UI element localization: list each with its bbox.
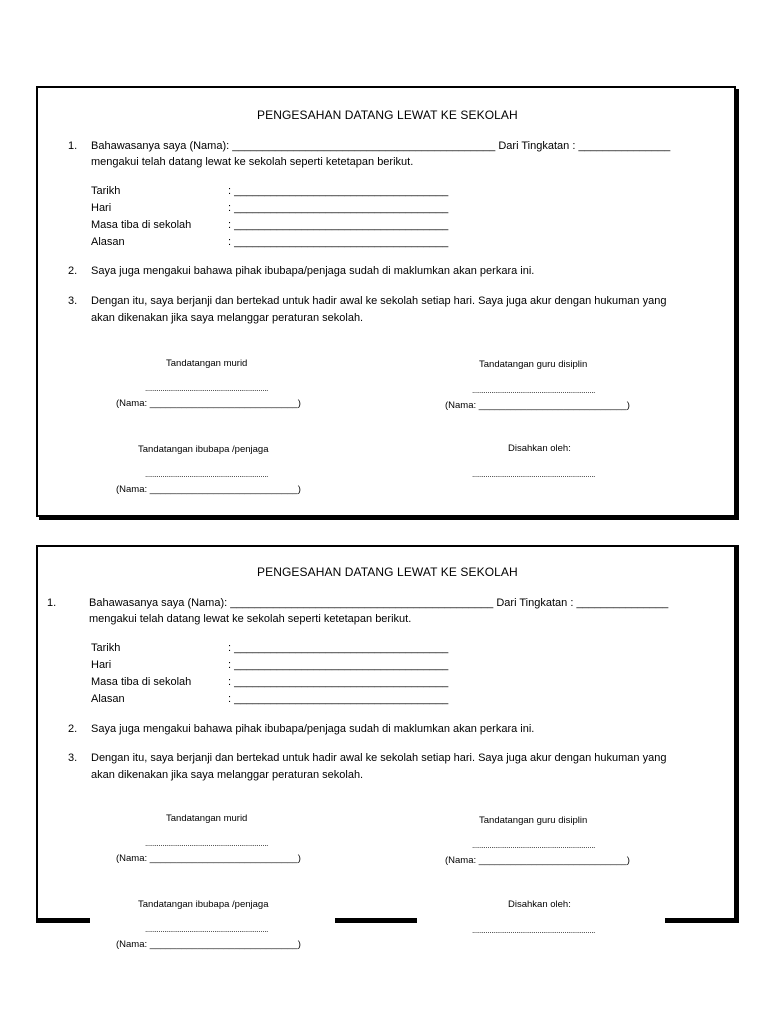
form-border-segment <box>36 918 90 923</box>
field-label-day: Hari <box>91 202 112 214</box>
field-blank-reason: : ___________________________________ <box>228 693 449 705</box>
field-blank-arrival-time: : ___________________________________ <box>228 676 449 688</box>
field-blank-arrival-time: : ___________________________________ <box>228 219 449 231</box>
parent-informed-text: Saya juga mengakui bahawa pihak ibubapa/penjaga sudah di maklumkan akan perkara ini. <box>91 265 535 277</box>
form-border-segment <box>665 918 739 923</box>
name-line-teacher: (Nama: ____________________________) <box>445 400 630 411</box>
name-line-teacher: (Nama: ____________________________) <box>445 855 630 866</box>
field-label-arrival-time: Masa tiba di sekolah <box>91 676 192 688</box>
form-title: PENGESAHAN DATANG LEWAT KE SEKOLAH <box>257 108 518 122</box>
field-label-day: Hari <box>91 659 112 671</box>
field-blank-day: : ___________________________________ <box>228 202 449 214</box>
item-1-number: 1. <box>68 140 78 152</box>
field-label-date: Tarikh <box>91 185 121 197</box>
signature-line-parent: ................................................................ <box>145 925 269 934</box>
promise-text-line-1: Dengan itu, saya berjanji dan bertekad untuk hadir awal ke sekolah setiap hari. Saya juga akur dengan hukuman yang <box>91 295 667 307</box>
promise-text-line-1: Dengan itu, saya berjanji dan bertekad untuk hadir awal ke sekolah setiap hari. Saya juga akur dengan hukuman yang <box>91 752 667 764</box>
signature-label-parent: Tandatangan ibubapa /penjaga <box>138 444 269 455</box>
signature-label-teacher: Tandatangan guru disiplin <box>479 359 588 370</box>
item-2-number: 2. <box>68 723 78 735</box>
acknowledgement-text: mengakui telah datang lewat ke sekolah seperti ketetapan berikut. <box>89 613 412 625</box>
name-line-student: (Nama: ____________________________) <box>116 398 301 409</box>
item-3-number: 3. <box>68 295 78 307</box>
approved-by-label: Disahkan oleh: <box>508 899 571 910</box>
signature-line-approver: ................................................................ <box>472 926 596 935</box>
item-2-number: 2. <box>68 265 78 277</box>
field-blank-date: : ___________________________________ <box>228 185 449 197</box>
signature-label-parent: Tandatangan ibubapa /penjaga <box>138 899 269 910</box>
field-blank-reason: : ___________________________________ <box>228 236 449 248</box>
signature-line-student: ................................................................ <box>145 384 269 393</box>
form-title: PENGESAHAN DATANG LEWAT KE SEKOLAH <box>257 565 518 579</box>
signature-label-student: Tandatangan murid <box>166 358 248 369</box>
signature-line-parent: ................................................................ <box>145 470 269 479</box>
parent-informed-text: Saya juga mengakui bahawa pihak ibubapa/penjaga sudah di maklumkan akan perkara ini. <box>91 723 535 735</box>
acknowledgement-text: mengakui telah datang lewat ke sekolah seperti ketetapan berikut. <box>91 156 414 168</box>
signature-line-teacher: ................................................................ <box>472 386 596 395</box>
promise-text-line-2: akan dikenakan jika saya melanggar peraturan sekolah. <box>91 769 364 781</box>
name-line-parent: (Nama: ____________________________) <box>116 939 301 950</box>
signature-label-student: Tandatangan murid <box>166 813 248 824</box>
item-1-number: 1. <box>47 597 57 609</box>
signature-line-teacher: ................................................................ <box>472 841 596 850</box>
item-3-number: 3. <box>68 752 78 764</box>
field-label-reason: Alasan <box>91 236 125 248</box>
field-label-date: Tarikh <box>91 642 121 654</box>
approved-by-label: Disahkan oleh: <box>508 443 571 454</box>
field-label-reason: Alasan <box>91 693 125 705</box>
signature-line-approver: ................................................................ <box>472 470 596 479</box>
name-line-student: (Nama: ____________________________) <box>116 853 301 864</box>
field-blank-day: : ___________________________________ <box>228 659 449 671</box>
name-line-parent: (Nama: ____________________________) <box>116 484 301 495</box>
signature-line-student: ................................................................ <box>145 839 269 848</box>
field-blank-date: : ___________________________________ <box>228 642 449 654</box>
name-and-class-line: Bahawasanya saya (Nama): ___________________________________________ Dari Tingkatan : _______________ <box>89 597 669 609</box>
name-and-class-line: Bahawasanya saya (Nama): ___________________________________________ Dari Tingkatan : _______________ <box>91 140 671 152</box>
form-border-segment <box>335 918 417 923</box>
signature-label-teacher: Tandatangan guru disiplin <box>479 815 588 826</box>
promise-text-line-2: akan dikenakan jika saya melanggar peraturan sekolah. <box>91 312 364 324</box>
field-label-arrival-time: Masa tiba di sekolah <box>91 219 192 231</box>
